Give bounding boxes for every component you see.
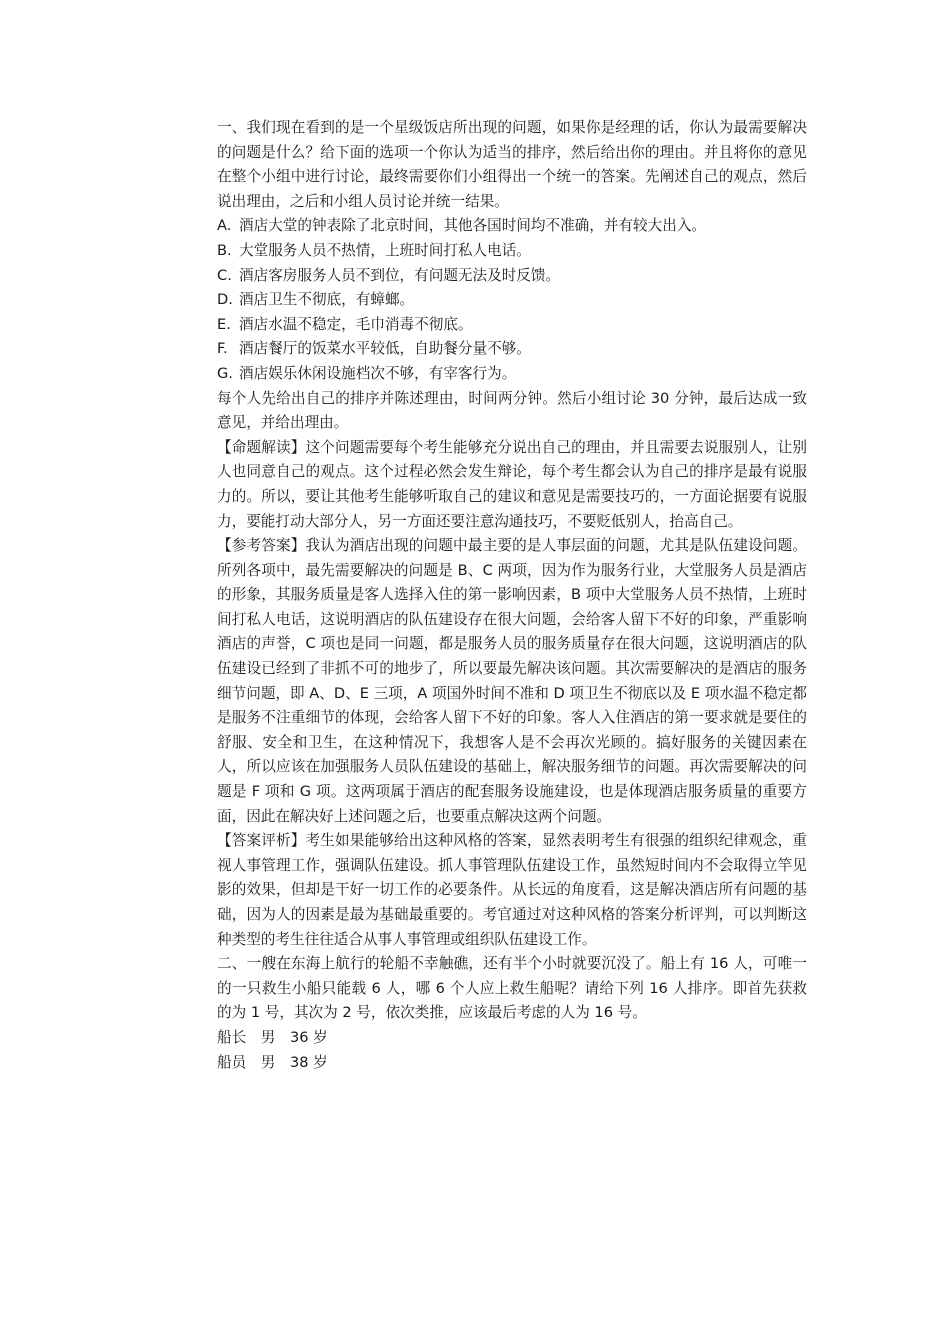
option-a (217, 214, 807, 239)
question-1-reference-answer: 【参考答案】我认为酒店出现的问题中最主要的是人事层面的问题，尤其是队伍建设问题。所列各项中，最先需要解决的问题是 B、C 两项，因为作为服务行业，大堂服务人员是酒店的形象，其服务质量是客人选择入住的第一影响因素，B 项中大堂服务人员不热情，上班时间打私人电话，这说明酒店的队伍建设存在很大问题，会给客人留下不好的印象，严重影响酒店的声誉，C 项也是同一问题，都是服务人员的服务质量存在很大问题，这说明酒店的队伍建设已经到了非抓不可的地步了，所以要最先解决该问题。其次需要解决的是酒店的服务细节问题，即 A、D、E 三项，A 项国外时间不准和 D 项卫生不彻底以及 E 项水温不稳定都是服务不注重细节的体现，会给客人留下不好的印象。客人入住酒店的第一要求就是要住的舒服、安全和卫生，在这种情况下，我想客人是不会再次光顾的。搞好服务的关键因素在人，所以应该在加强服务人员队伍建设的基础上，解决服务细节的问题。再次需要解决的问题是 F 项和 G 项。这两项属于酒店的配套服务设施建设，也是体现酒店服务质量的重要方面，因此在解决好上述问题之后，也要重点解决这两个问题。 (217, 537, 807, 825)
option-text: 酒店水温不稳定，毛巾消毒不彻底。 (239, 315, 473, 333)
option-text: 酒店大堂的钟表除了北京时间，其他各国时间均不准确，并有较大出入。 (239, 217, 707, 235)
option-g (217, 362, 807, 387)
option-e (217, 313, 807, 338)
option-f (217, 337, 807, 362)
option-letter: C. (217, 266, 232, 284)
question-1-instruction: 每个人先给出自己的排序并陈述理由，时间两分钟。然后小组讨论 30 分钟，最后达成一致意见，并给出理由。 (217, 389, 807, 432)
option-text: 酒店餐厅的饭菜水平较低，自助餐分量不够。 (239, 340, 531, 358)
question-2-intro: 二、一艘在东海上航行的轮船不幸触礁，还有半个小时就要沉没了。船上有 16 人，可唯一的一只救生小船只能载 6 人，哪 6 个人应上救生船呢？请给下列 16 人排序。即首先获救的为 1 号，其次为 2 号，依次类推，应该最后考虑的人为 16 号。 (217, 955, 807, 1022)
option-letter: F. (217, 340, 228, 358)
options-list (217, 214, 807, 386)
person-entry: 船长 男 36 岁 (217, 1028, 328, 1046)
option-text: 酒店客房服务人员不到位，有问题无法及时反馈。 (239, 266, 561, 284)
question-1-interpretation: 【命题解读】这个问题需要每个考生能够充分说出自己的理由，并且需要去说服别人，让别人也同意自己的观点。这个过程必然会发生辩论，每个考生都会认为自己的排序是最有说服力的。所以，要让其他考生能够听取自己的建议和意见是需要技巧的，一方面论据要有说服力，要能打动大部分人，另一方面还要注意沟通技巧，不要贬低别人，抬高自己。 (217, 438, 807, 530)
option-text: 大堂服务人员不热情，上班时间打私人电话。 (239, 241, 531, 259)
option-c (217, 264, 807, 289)
question-1-answer-analysis: 【答案评析】考生如果能够给出这种风格的答案，显然表明考生有很强的组织纪律观念，重视人事管理工作，强调队伍建设。抓人事管理队伍建设工作，虽然短时间内不会取得立竿见影的效果，但却是干好一切工作的必要条件。从长远的角度看，这是解决酒店所有问题的基础，因为人的因素是最为基础最重要的。考官通过对这种风格的答案分析评判，可以判断这种类型的考生往往适合从事人事管理或组织队伍建设工作。 (217, 832, 807, 948)
option-letter: A. (217, 217, 232, 235)
question-1-intro: 一、我们现在看到的是一个星级饭店所出现的问题，如果你是经理的话，你认为最需要解决的问题是什么？给下面的选项一个你认为适当的排序，然后给出你的理由。并且将你的意见在整个小组中进行讨论，最终需要你们小组得出一个统一的答案。先阐述自己的观点，然后说出理由，之后和小组人员讨论并统一结果。 (217, 119, 807, 210)
option-text: 酒店娱乐休闲设施档次不够，有宰客行为。 (239, 364, 517, 382)
option-d (217, 288, 807, 313)
option-letter: G. (217, 364, 233, 382)
document-page (217, 116, 807, 1075)
option-letter: D. (217, 291, 233, 309)
option-letter: E. (217, 315, 231, 333)
option-text: 酒店卫生不彻底，有蟑螂。 (239, 291, 415, 309)
option-b (217, 239, 807, 264)
option-letter: B. (217, 241, 232, 259)
person-entry: 船员 男 38 岁 (217, 1053, 328, 1071)
